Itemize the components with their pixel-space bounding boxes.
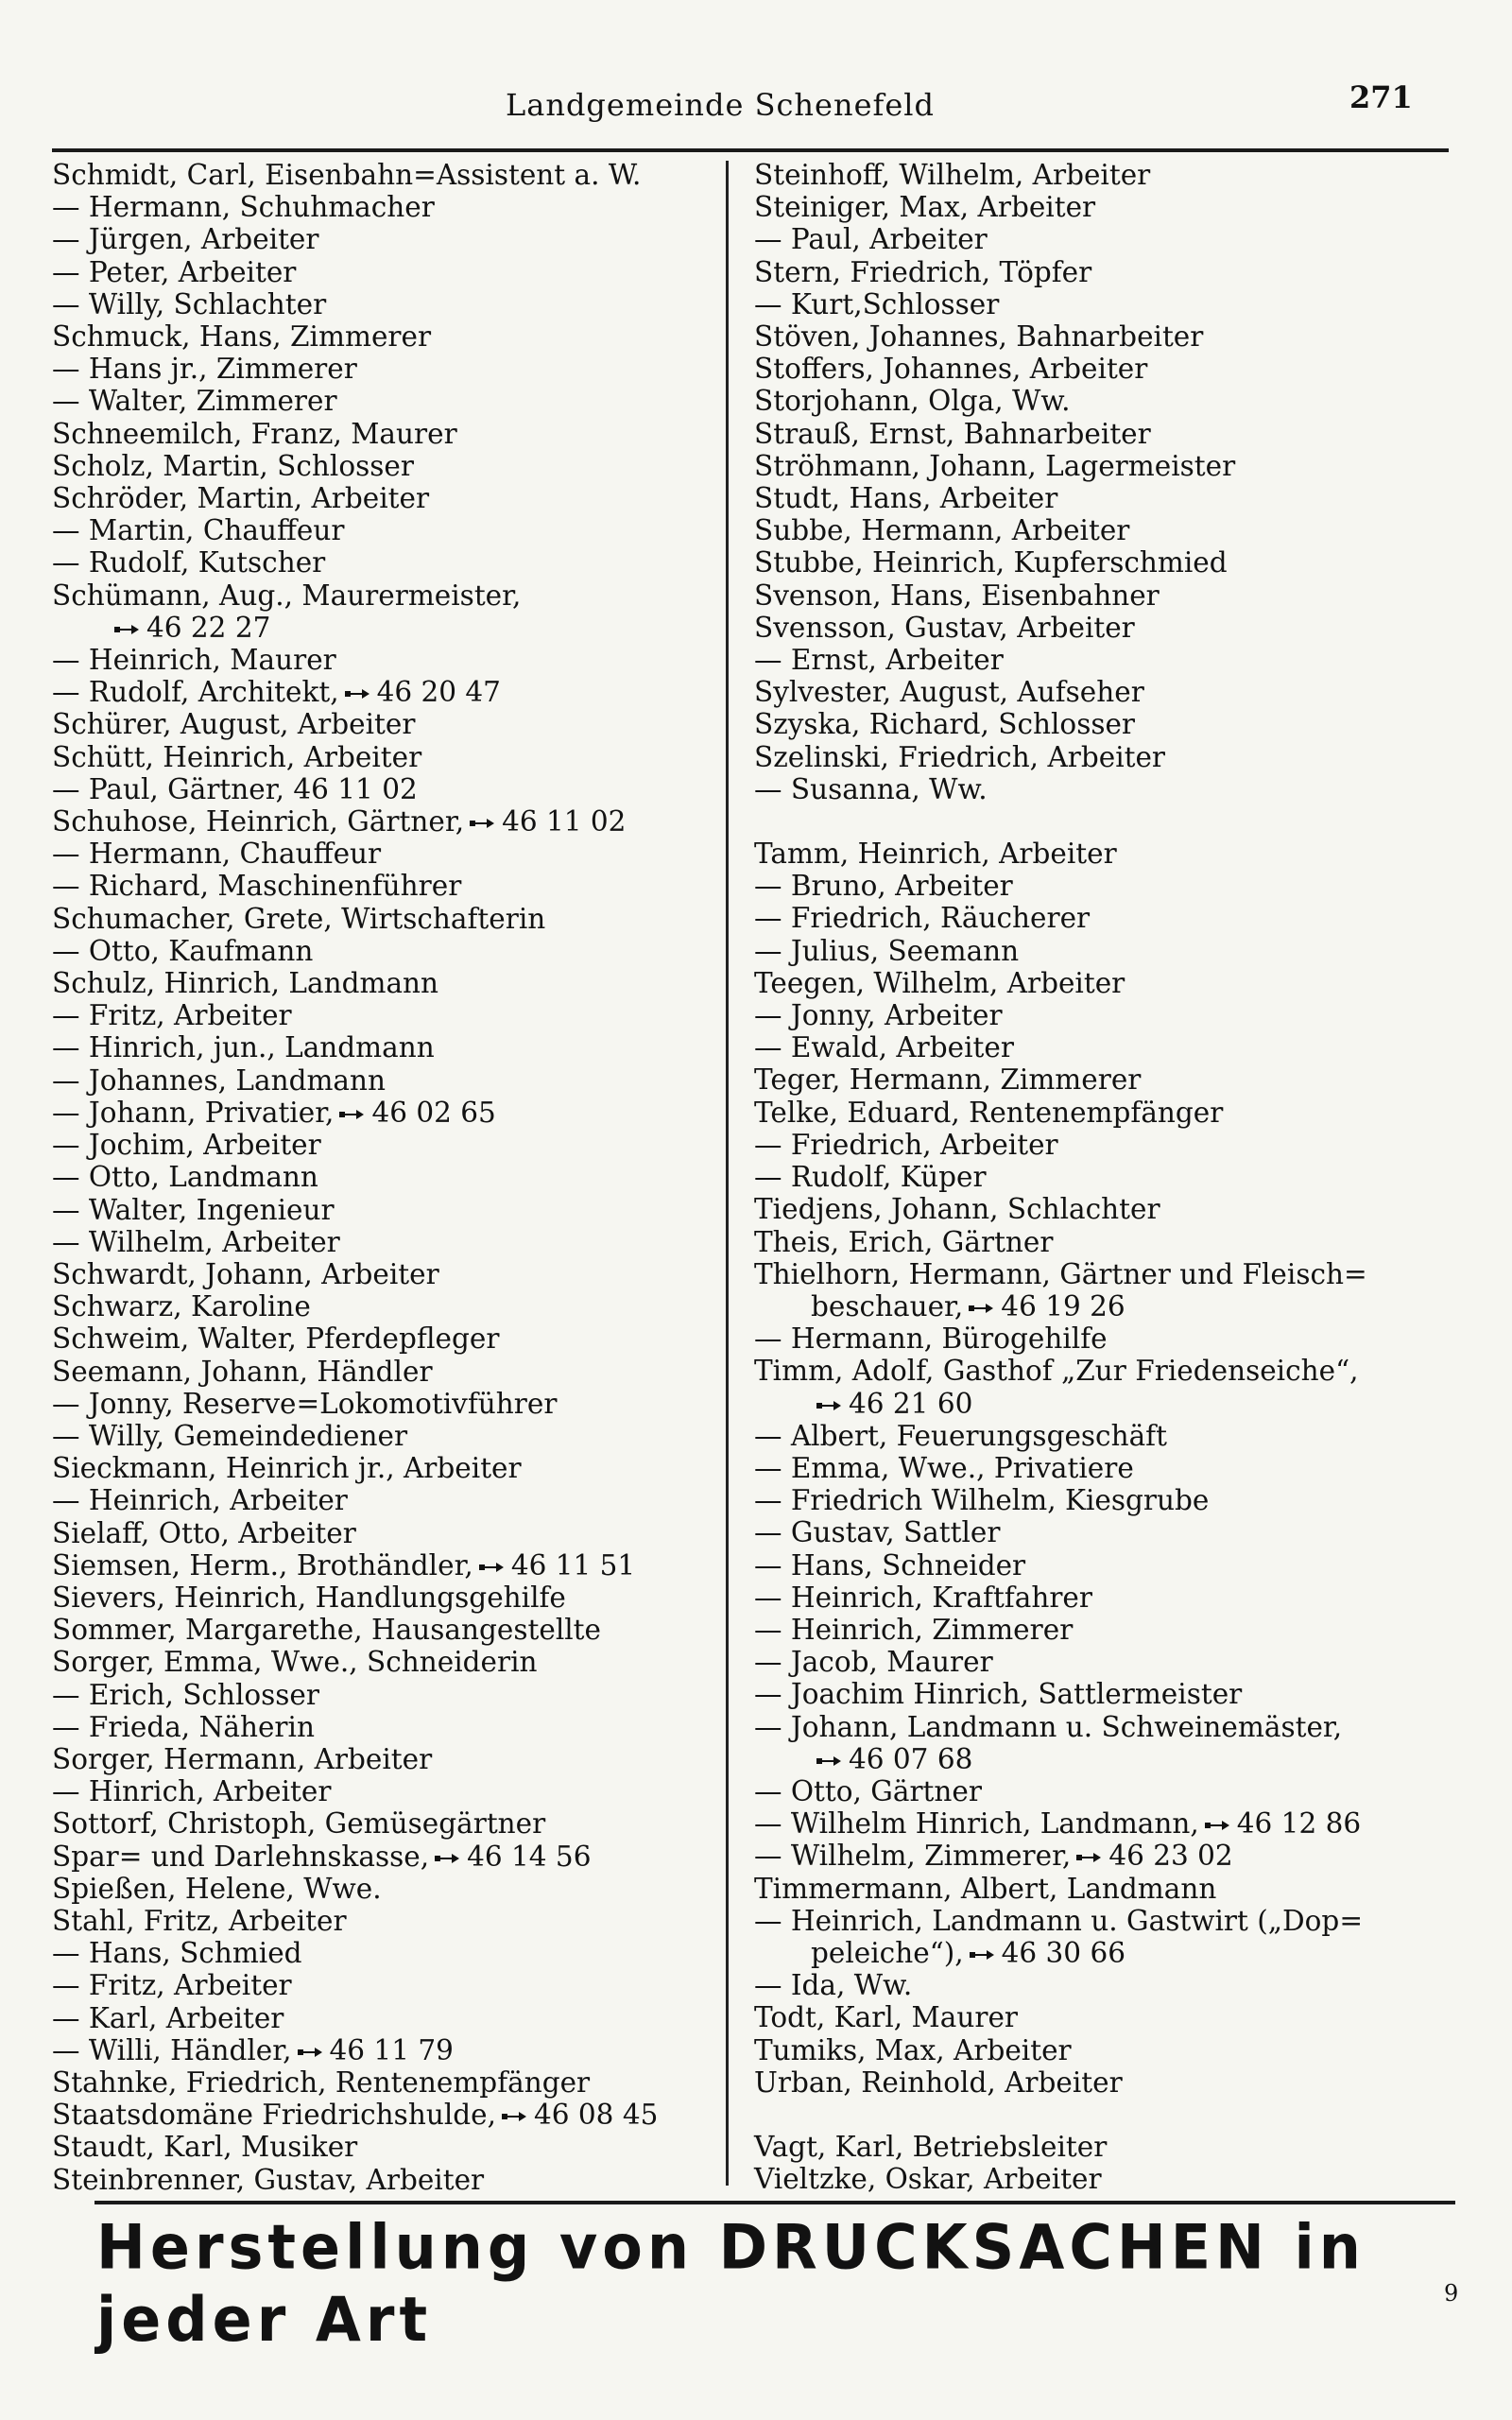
entry-text: — Ida, Ww. [754, 1969, 913, 2002]
entry-text: Schneemilch, Franz, Maurer [52, 417, 457, 450]
entry-text: Steinhoff, Wilhelm, Arbeiter [754, 159, 1151, 191]
entry-text: — Otto, Gärtner [754, 1774, 982, 1807]
entry-text: — Rudolf, Küper [754, 1161, 987, 1194]
directory-entry [52, 935, 713, 967]
directory-entry [754, 1873, 1453, 1905]
entry-text: Stubbe, Heinrich, Kupferschmied [754, 546, 1228, 579]
entry-text: — Hermann, Chauffeur [52, 838, 382, 871]
footer-rule [94, 2201, 1455, 2204]
directory-entry [52, 450, 713, 482]
directory-entry [52, 385, 713, 417]
entry-text: — Hans, Schneider [754, 1548, 1026, 1582]
directory-entry [754, 1322, 1453, 1355]
directory-entry [754, 1775, 1453, 1807]
page-header [0, 79, 1512, 134]
entry-text: — Heinrich, Landmann u. Gastwirt („Dop= [754, 1904, 1364, 1937]
entry-text: — Hermann, Schuhmacher [52, 191, 435, 224]
directory-entry [754, 1678, 1453, 1710]
entry-text: Schütt, Heinrich, Arbeiter [52, 740, 422, 773]
directory-entry [754, 1388, 1453, 1420]
entry-text: Vagt, Karl, Betriebsleiter [754, 2130, 1108, 2163]
directory-entry [52, 482, 713, 514]
directory-entry [52, 1194, 713, 1226]
telephone-icon [112, 624, 141, 635]
entry-text: Schulz, Hinrich, Landmann [52, 967, 439, 1000]
directory-entry [754, 256, 1453, 288]
directory-entry [52, 612, 713, 644]
column-divider [726, 161, 729, 2186]
directory-entry [52, 1420, 713, 1452]
entry-text: — Rudolf, Architekt, [52, 676, 339, 709]
directory-entry [52, 773, 713, 805]
directory-entry [754, 1516, 1453, 1548]
entry-text: — Paul, Gärtner, 46 11 02 [52, 772, 418, 805]
entry-text: — Walter, Zimmerer [52, 385, 337, 418]
entry-text: — Friedrich, Arbeiter [754, 1128, 1058, 1161]
directory-entry [52, 1290, 713, 1322]
directory-entry [754, 1484, 1453, 1516]
entry-text: Tumiks, Max, Arbeiter [754, 2033, 1072, 2066]
entry-text: Spar= und Darlehnskasse, [52, 1840, 430, 1873]
directory-entry [52, 1582, 713, 1614]
entry-text: peleiche“), [811, 1936, 964, 1969]
entry-text: — Otto, Kaufmann [52, 934, 314, 967]
entry-text: — Hinrich, Arbeiter [52, 1775, 332, 1808]
entry-text: — Heinrich, Zimmerer [754, 1613, 1074, 1646]
entry-text: Schwarz, Karoline [52, 1290, 311, 1323]
directory-entry [52, 418, 713, 450]
entry-text: Teegen, Wilhelm, Arbeiter [754, 966, 1125, 999]
entry-text: Stoffers, Johannes, Arbeiter [754, 353, 1148, 386]
directory-entry [52, 1711, 713, 1743]
entry-text: beschauer, [811, 1289, 964, 1322]
entry-text: Sommer, Margarethe, Hausangestellte [52, 1614, 601, 1647]
entry-text: — Willy, Gemeindediener [52, 1419, 408, 1452]
entry-text: Staudt, Karl, Musiker [52, 2131, 358, 2164]
directory-entry [52, 546, 713, 579]
entry-text: — Rudolf, Kutscher [52, 546, 326, 579]
entry-text: — Hans jr., Zimmerer [52, 353, 357, 386]
directory-entry [754, 1646, 1453, 1678]
entry-text: — Friedrich Wilhelm, Kiesgrube [754, 1484, 1210, 1517]
entry-text: — Hans, Schmied [52, 1937, 302, 1970]
directory-entry [754, 1840, 1453, 1872]
directory-entry [754, 644, 1453, 676]
telephone-icon [477, 1562, 506, 1573]
directory-entry [52, 1937, 713, 1969]
directory-entry [52, 1452, 713, 1484]
entry-text: Schweim, Walter, Pferdepfleger [52, 1322, 500, 1356]
entry-text: Todt, Karl, Maurer [754, 2001, 1019, 2034]
directory-entry [754, 1226, 1453, 1258]
directory-entry [754, 870, 1453, 902]
directory-entry [754, 1582, 1453, 1614]
phone-number: 46 23 02 [1108, 1840, 1233, 1873]
directory-entry [52, 1743, 713, 1775]
directory-entry [754, 223, 1453, 255]
directory-entry [52, 999, 713, 1031]
directory-entry [754, 1355, 1453, 1387]
directory-entry [754, 1743, 1453, 1775]
entry-text: Urban, Reinhold, Arbeiter [754, 2066, 1123, 2099]
entry-text: — Jochim, Arbeiter [52, 1129, 321, 1162]
directory-entry [754, 288, 1453, 320]
telephone-icon [433, 1853, 461, 1864]
entry-text: — Walter, Ingenieur [52, 1193, 335, 1226]
directory-entry [52, 903, 713, 935]
directory-entry [52, 1905, 713, 1937]
entry-text: Staatsdomäne Friedrichshulde, [52, 2099, 496, 2132]
entry-text: Vieltzke, Oskar, Arbeiter [754, 2163, 1102, 2196]
entry-text: Timm, Adolf, Gasthof „Zur Friedenseiche“, [754, 1355, 1359, 1388]
telephone-icon [343, 688, 371, 700]
running-title: Landgemeinde Schenefeld [506, 87, 935, 123]
entry-text: — Martin, Chauffeur [52, 514, 345, 547]
entry-text: Sielaff, Otto, Arbeiter [52, 1516, 356, 1549]
directory-entry [52, 838, 713, 870]
directory-entry [754, 1549, 1453, 1582]
directory-entry [52, 1807, 713, 1840]
directory-entry [52, 1356, 713, 1388]
entry-text: Tamm, Heinrich, Arbeiter [754, 838, 1117, 871]
directory-entry [52, 256, 713, 288]
entry-text: — Hermann, Bürogehilfe [754, 1322, 1108, 1356]
entry-text: — Bruno, Arbeiter [754, 870, 1013, 903]
entry-text: — Willy, Schlachter [52, 287, 327, 320]
directory-entry [754, 450, 1453, 482]
directory-entry [754, 320, 1453, 353]
directory-entry [52, 1388, 713, 1420]
directory-entry [754, 676, 1453, 708]
directory-entry [52, 320, 713, 353]
entry-text: Stahnke, Friedrich, Rentenempfänger [52, 2066, 591, 2099]
entry-text: — Johannes, Landmann [52, 1063, 387, 1097]
entry-text: — Fritz, Arbeiter [52, 1969, 292, 2002]
directory-entry [52, 1031, 713, 1063]
entry-text: Ströhmann, Johann, Lagermeister [754, 449, 1236, 482]
directory-entry [52, 1226, 713, 1258]
entry-text: — Johann, Landmann u. Schweinemäster, [754, 1710, 1343, 1743]
telephone-icon [967, 1303, 995, 1314]
directory-entry [754, 741, 1453, 773]
directory-entry [52, 2099, 713, 2131]
entry-text: Spießen, Helene, Wwe. [52, 1872, 382, 1905]
entry-text: — Willi, Händler, [52, 2033, 292, 2066]
directory-entry [52, 1517, 713, 1549]
entry-text: Svenson, Hans, Eisenbahner [754, 579, 1160, 612]
telephone-icon [296, 2047, 324, 2058]
directory-entry [52, 1679, 713, 1711]
phone-number: 46 19 26 [1001, 1289, 1125, 1322]
entry-text: Schwardt, Johann, Arbeiter [52, 1257, 439, 1290]
directory-entry [52, 353, 713, 385]
telephone-icon [468, 818, 496, 829]
directory-entry [52, 644, 713, 676]
entry-text: — Heinrich, Maurer [52, 644, 336, 677]
entry-text: Scholz, Martin, Schlosser [52, 449, 414, 482]
directory-entry [754, 159, 1453, 191]
entry-text: — Ernst, Arbeiter [754, 644, 1004, 677]
entry-text: Strauß, Ernst, Bahnarbeiter [754, 417, 1151, 450]
telephone-icon [968, 1949, 996, 1961]
directory-entry [754, 1969, 1453, 2001]
entry-text: — Frieda, Näherin [52, 1710, 315, 1743]
directory-entry [52, 1064, 713, 1097]
entry-text: Schumacher, Grete, Wirtschafterin [52, 902, 546, 935]
left-column [52, 159, 713, 2196]
directory-entry [52, 741, 713, 773]
entry-text: Sorger, Hermann, Arbeiter [52, 1742, 433, 1775]
entry-text: — Heinrich, Kraftfahrer [754, 1581, 1092, 1614]
phone-number: 46 12 86 [1236, 1807, 1362, 1841]
directory-entry [754, 1452, 1453, 1484]
phone-number: 46 21 60 [849, 1387, 973, 1420]
entry-text: Steiniger, Max, Arbeiter [754, 191, 1096, 224]
directory-entry [754, 482, 1453, 514]
directory-entry [52, 191, 713, 223]
entry-text: Tiedjens, Johann, Schlachter [754, 1193, 1160, 1226]
phone-number: 46 14 56 [467, 1840, 592, 1873]
entry-text: Subbe, Hermann, Arbeiter [754, 514, 1130, 547]
entry-text: — Peter, Arbeiter [52, 255, 297, 288]
directory-entry [52, 579, 713, 612]
entry-text: Sievers, Heinrich, Handlungsgehilfe [52, 1581, 566, 1614]
directory-entry [754, 1063, 1453, 1096]
entry-text: — Ewald, Arbeiter [754, 1031, 1014, 1064]
telephone-icon [1074, 1852, 1103, 1863]
entry-text: Stahl, Fritz, Arbeiter [52, 1904, 347, 1937]
phone-number: 46 02 65 [371, 1096, 496, 1129]
entry-text: — Gustav, Sattler [754, 1516, 1001, 1549]
directory-entry [754, 1161, 1453, 1193]
entry-text: — Wilhelm Hinrich, Landmann, [754, 1807, 1199, 1841]
directory-entry [52, 223, 713, 255]
directory-entry [52, 1258, 713, 1290]
directory-entry [754, 773, 1453, 805]
entry-text: Sylvester, August, Aufseher [754, 676, 1144, 709]
directory-entry [754, 935, 1453, 967]
entry-text: Siemsen, Herm., Brothändler, [52, 1548, 473, 1582]
phone-number: 46 30 66 [1001, 1936, 1125, 1969]
directory-entry [52, 805, 713, 838]
entry-text: — Friedrich, Räucherer [754, 902, 1091, 935]
directory-entry [52, 2131, 713, 2163]
entry-text: Storjohann, Olga, Ww. [754, 385, 1071, 418]
entry-text: — Fritz, Arbeiter [52, 999, 292, 1032]
directory-entry [52, 1614, 713, 1646]
directory-entry [754, 1614, 1453, 1646]
telephone-icon [815, 1755, 843, 1767]
directory-entry [52, 1873, 713, 1905]
directory-entry [52, 2164, 713, 2196]
entry-text: Schröder, Martin, Arbeiter [52, 482, 430, 515]
directory-entry [754, 2034, 1453, 2066]
directory-entry [52, 676, 713, 708]
directory-entry [754, 579, 1453, 612]
directory-entry [52, 1646, 713, 1678]
directory-entry [52, 1322, 713, 1355]
entry-text: — Emma, Wwe., Privatiere [754, 1451, 1134, 1484]
directory-entry [52, 159, 713, 191]
directory-entry [754, 1807, 1453, 1840]
entry-text: — Richard, Maschinenführer [52, 870, 462, 903]
directory-entry [754, 546, 1453, 579]
directory-entry [754, 353, 1453, 385]
entry-text: Timmermann, Albert, Landmann [754, 1872, 1217, 1905]
entry-text: Telke, Eduard, Rentenempfänger [754, 1096, 1224, 1129]
entry-text: Studt, Hans, Arbeiter [754, 482, 1058, 515]
entry-text: — Heinrich, Arbeiter [52, 1484, 348, 1517]
directory-entry [754, 1097, 1453, 1129]
entry-text: — Julius, Seemann [754, 934, 1020, 967]
directory-entry [52, 1097, 713, 1129]
directory-entry [52, 870, 713, 902]
directory-entry [754, 1420, 1453, 1452]
entry-text: — Erich, Schlosser [52, 1678, 319, 1711]
directory-entry [754, 2163, 1453, 2195]
entry-text: Schmidt, Carl, Eisenbahn=Assistent a. W. [52, 159, 642, 191]
directory-entry [754, 2131, 1453, 2163]
directory-entry [52, 1969, 713, 2001]
entry-text: — Jonny, Arbeiter [754, 999, 1003, 1032]
directory-entry [754, 191, 1453, 223]
directory-entry [52, 1129, 713, 1161]
entry-text: Svensson, Gustav, Arbeiter [754, 611, 1135, 644]
directory-entry [754, 1711, 1453, 1743]
entry-text: — Wilhelm, Arbeiter [52, 1225, 340, 1258]
entry-text: Steinbrenner, Gustav, Arbeiter [52, 2163, 485, 2196]
advertisement-banner: Herstellung von DRUCKSACHEN in jeder Art [96, 2210, 1366, 2356]
phone-number: 46 11 79 [329, 2033, 454, 2066]
phone-number: 46 11 02 [502, 805, 627, 838]
directory-entry [52, 1841, 713, 1873]
telephone-icon [337, 1109, 366, 1120]
directory-entry [52, 708, 713, 740]
entry-text: — Hinrich, jun., Landmann [52, 1031, 435, 1064]
entry-text: — Karl, Arbeiter [52, 2001, 284, 2034]
phone-number: 46 11 51 [510, 1548, 636, 1582]
entry-text: — Jonny, Reserve=Lokomotivführer [52, 1387, 558, 1420]
phone-number: 46 20 47 [376, 676, 501, 709]
right-column [754, 159, 1453, 2195]
directory-entry [754, 2066, 1453, 2099]
directory-entry [754, 418, 1453, 450]
entry-text: Schürer, August, Arbeiter [52, 708, 416, 741]
telephone-icon [500, 2111, 528, 2122]
entry-text: — Otto, Landmann [52, 1161, 318, 1194]
directory-entry [52, 2002, 713, 2034]
entry-text: — Paul, Arbeiter [754, 223, 988, 256]
directory-entry [52, 288, 713, 320]
entry-text: Schmuck, Hans, Zimmerer [52, 320, 432, 354]
directory-entry [754, 2001, 1453, 2033]
entry-text: Seemann, Johann, Händler [52, 1355, 433, 1388]
header-rule [52, 148, 1449, 152]
directory-entry [754, 902, 1453, 934]
entry-text: Theis, Erich, Gärtner [754, 1225, 1054, 1258]
directory-entry [52, 1484, 713, 1516]
directory-entry [754, 385, 1453, 417]
entry-text: — Kurt,Schlosser [754, 287, 1000, 320]
entry-text: — Wilhelm, Zimmerer, [754, 1840, 1072, 1873]
entry-text: — Albert, Feuerungsgeschäft [754, 1419, 1167, 1452]
directory-entry [754, 1290, 1453, 1322]
entry-text: Sorger, Emma, Wwe., Schneiderin [52, 1646, 538, 1679]
entry-text: Sieckmann, Heinrich jr., Arbeiter [52, 1452, 522, 1485]
entry-text: — Jacob, Maurer [754, 1646, 993, 1679]
directory-entry [754, 1937, 1453, 1969]
directory-entry [52, 2066, 713, 2099]
page-number: 271 [1349, 79, 1413, 115]
directory-entry [754, 612, 1453, 644]
phone-number: 46 22 27 [146, 611, 271, 644]
phone-number: 46 08 45 [533, 2099, 659, 2132]
entry-text: Teger, Hermann, Zimmerer [754, 1063, 1142, 1097]
entry-text: Stöven, Johannes, Bahnarbeiter [754, 320, 1204, 354]
entry-text: Schuhose, Heinrich, Gärtner, [52, 805, 465, 838]
directory-entry [754, 1129, 1453, 1161]
directory-entry [52, 514, 713, 546]
entry-text: Thielhorn, Hermann, Gärtner und Fleisch= [754, 1257, 1367, 1290]
entry-text: — Johann, Privatier, [52, 1096, 335, 1129]
entry-text: Szyska, Richard, Schlosser [754, 708, 1136, 741]
directory-entry [52, 1161, 713, 1193]
entry-text: — Jürgen, Arbeiter [52, 223, 319, 256]
directory-entry [754, 1193, 1453, 1225]
entry-text: Stern, Friedrich, Töpfer [754, 255, 1092, 288]
directory-entry [754, 999, 1453, 1031]
entry-text: — Susanna, Ww. [754, 772, 988, 805]
directory-entry [754, 708, 1453, 740]
telephone-icon [1203, 1820, 1231, 1831]
directory-entry [754, 1031, 1453, 1063]
directory-entry [754, 838, 1453, 870]
directory-entry [52, 2034, 713, 2066]
entry-text: Sottorf, Christoph, Gemüsegärtner [52, 1807, 546, 1841]
entry-text: Schümann, Aug., Maurermeister, [52, 579, 522, 612]
directory-entry [52, 1775, 713, 1807]
entry-text: Szelinski, Friedrich, Arbeiter [754, 740, 1166, 773]
telephone-icon [815, 1400, 843, 1411]
directory-entry [754, 1258, 1453, 1290]
directory-entry [754, 967, 1453, 999]
directory-entry [754, 1905, 1453, 1937]
directory-entry [52, 967, 713, 999]
directory-entry [52, 1549, 713, 1582]
entry-text: — Joachim Hinrich, Sattlermeister [754, 1678, 1243, 1711]
phone-number: 46 07 68 [849, 1742, 973, 1775]
directory-entry [754, 514, 1453, 546]
printer-signature: 9 [1444, 2280, 1459, 2307]
